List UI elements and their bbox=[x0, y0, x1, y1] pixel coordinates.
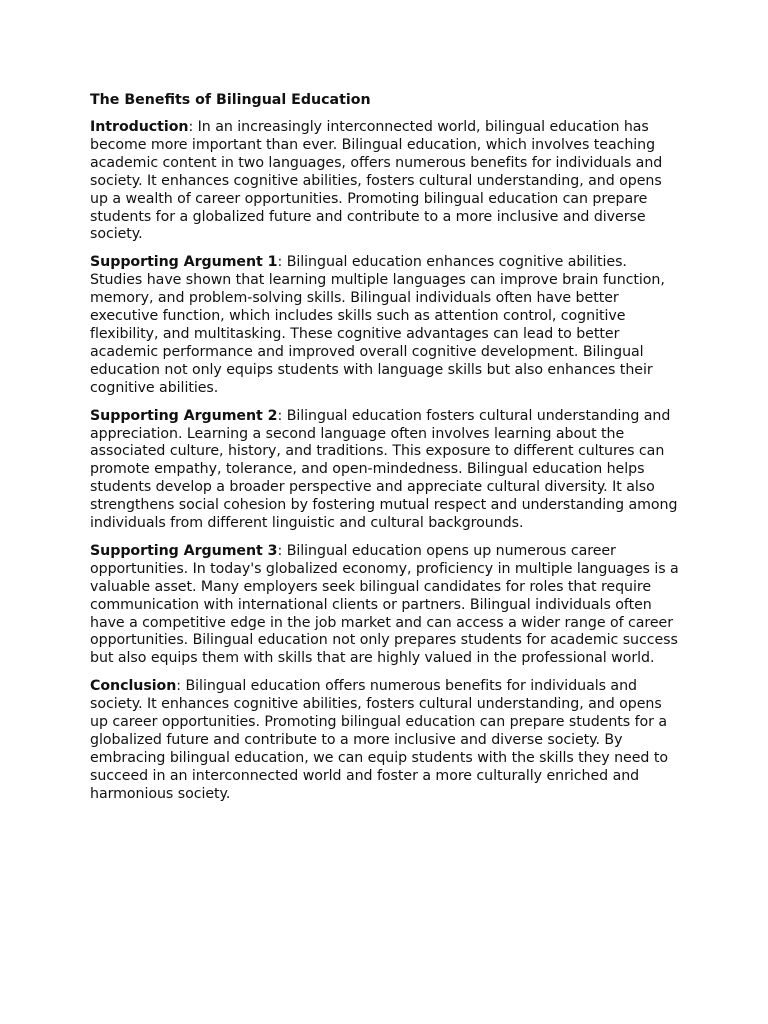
section-body: : Bilingual education offers numerous benefits for individuals and society. It enhances cognitive abilities, fosters cultural understanding, and opens up career opportunities. Promoting bilingual education can prepare students for a globalized future and contribute to a more inclusive and diverse society. By embracing bilingual education, we can equip students with the skills they need to succeed in an interconnected world and foster a more culturally enriched and harmonious society. bbox=[90, 678, 668, 802]
section-supporting-argument-2 bbox=[90, 408, 680, 533]
section-heading: Conclusion bbox=[90, 678, 177, 695]
document-page bbox=[90, 90, 680, 814]
section-conclusion bbox=[90, 678, 680, 803]
section-introduction bbox=[90, 119, 680, 244]
section-body: : Bilingual education opens up numerous career opportunities. In today's globalized economy, proficiency in multiple languages is a valuable asset. Many employers seek bilingual candidates for roles that require communication with international clients or partners. Bilingual individuals often have a competitive edge in the job market and can access a wider range of career opportunities. Bilingual education not only prepares students for academic success but also equips them with skills that are highly valued in the professional world. bbox=[90, 542, 679, 667]
section-supporting-argument-1 bbox=[90, 254, 680, 397]
section-body: : Bilingual education enhances cognitive abilities. Studies have shown that learning multiple languages can improve brain function, memory, and problem-solving skills. Bilingual individuals often have better executive function, which includes skills such as attention control, cognitive flexibility, and multitasking. These cognitive advantages can lead to better academic performance and improved overall cognitive development. Bilingual education not only equips students with language skills but also enhances their cognitive abilities. bbox=[90, 254, 665, 396]
section-supporting-argument-3 bbox=[90, 543, 680, 668]
section-heading: Supporting Argument 2 bbox=[90, 407, 278, 424]
section-heading: Supporting Argument 3 bbox=[90, 542, 278, 559]
section-heading: Introduction bbox=[90, 119, 189, 135]
section-heading: Supporting Argument 1 bbox=[90, 254, 278, 271]
section-body: : In an increasingly interconnected world, bilingual education has become more important than ever. Bilingual education, which involves teaching academic content in two languages, offers numerous benefits for individuals and society. It enhances cognitive abilities, fosters cultural understanding, and opens up a wealth of career opportunities. Promoting bilingual education can prepare students for a globalized future and contribute to a more inclusive and diverse society. bbox=[90, 119, 663, 243]
document-title: The Benefits of Bilingual Education bbox=[90, 92, 371, 108]
section-body: : Bilingual education fosters cultural understanding and appreciation. Learning a second language often involves learning about the associated culture, history, and traditions. This exposure to different cultures can promote empathy, tolerance, and open-mindedness. Bilingual education helps students develop a broader perspective and appreciate cultural diversity. It also strengthens social cohesion by fostering mutual respect and understanding among individuals from different linguistic and cultural backgrounds. bbox=[90, 407, 678, 532]
